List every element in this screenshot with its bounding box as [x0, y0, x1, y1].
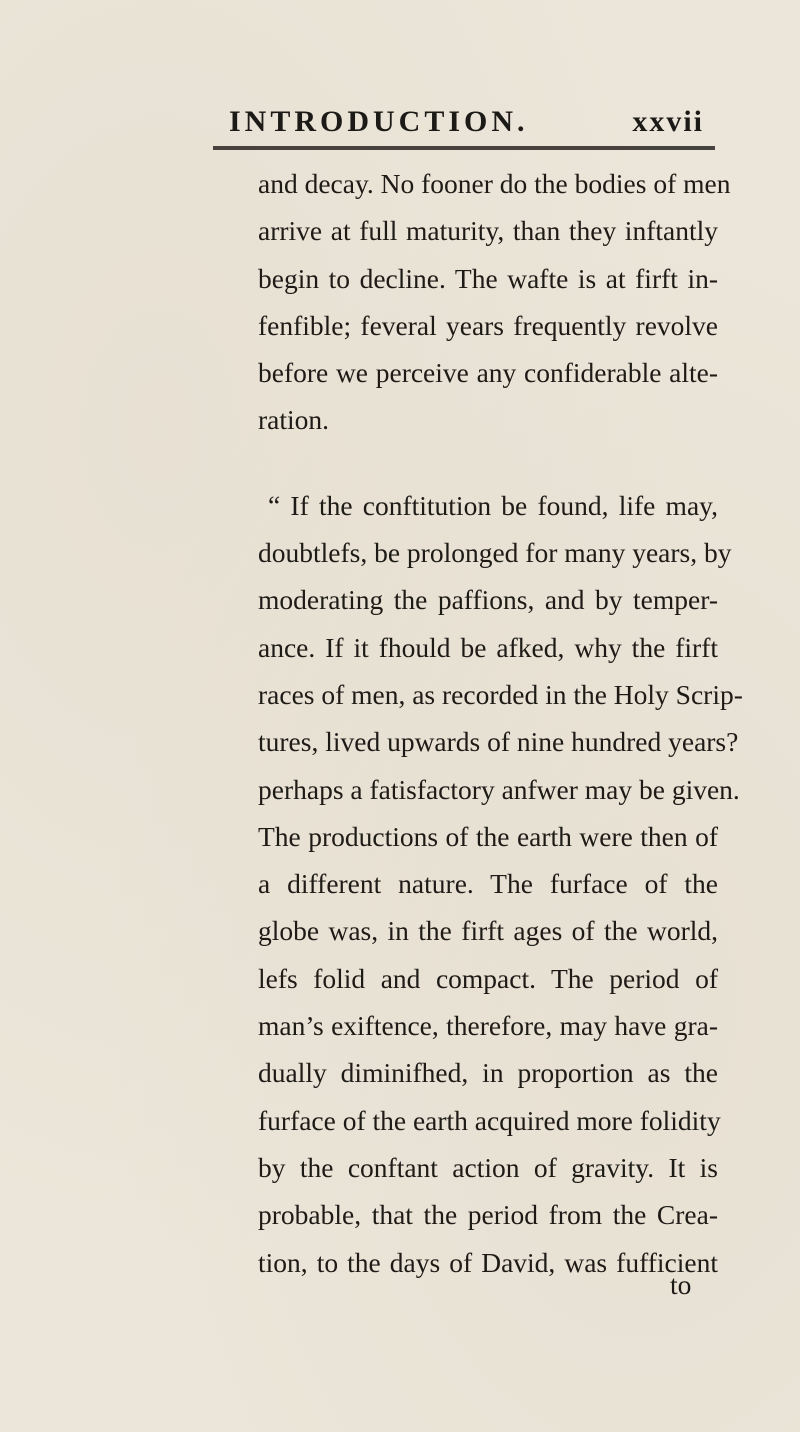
text-line: furface of the earth acquired more folidity: [258, 1104, 721, 1136]
text-line: dually diminifhed, in proportion as the: [258, 1057, 718, 1089]
text-line: a different nature. The furface of the: [258, 868, 718, 900]
text-line: and decay. No fooner do the bodies of men: [258, 168, 731, 199]
text-line: arrive at full maturity, than they inftantly: [258, 215, 718, 247]
text-line: “ If the conftitution be found, life may,: [268, 489, 718, 521]
text-line: perhaps a fatisfactory anfwer may be given.: [258, 773, 740, 805]
text-line: by the conftant action of gravity. It is: [258, 1151, 718, 1183]
text-line: lefs folid and compact. The period of: [258, 962, 718, 994]
text-line: begin to decline. The wafte is at firft in-: [258, 262, 718, 294]
text-line: moderating the paffions, and by temper-: [258, 584, 718, 616]
text-line: before we perceive any confiderable alte-: [258, 357, 718, 389]
text-line: fenfible; feveral years frequently revolve: [258, 309, 718, 341]
text-line: ance. If it fhould be afked, why the firft: [258, 631, 718, 663]
text-line: globe was, in the firft ages of the world,: [258, 915, 718, 947]
page-number: xxvii: [632, 105, 704, 138]
text-line: probable, that the period from the Crea-: [258, 1199, 718, 1231]
page-header: [229, 104, 704, 140]
text-line: tures, lived upwards of nine hundred years?: [258, 726, 739, 758]
text-line: The productions of the earth were then of: [258, 820, 718, 852]
paragraph-2: [258, 482, 743, 1286]
header-rule: [213, 146, 715, 150]
text-line: tion, to the days of David, was fufficient: [258, 1246, 718, 1278]
text-line: races of men, as recorded in the Holy Scrip-: [258, 678, 743, 710]
text-line: ration.: [258, 404, 330, 436]
paragraph-1: [258, 160, 731, 444]
paragraph-gap: [258, 444, 718, 482]
running-head: INTRODUCTION.: [229, 105, 529, 138]
text-line: man’s exiftence, therefore, may have gra-: [258, 1010, 718, 1042]
text-line: doubtlefs, be prolonged for many years, by: [258, 537, 732, 569]
body-text: [258, 160, 743, 1286]
catchword: to: [670, 1269, 692, 1300]
